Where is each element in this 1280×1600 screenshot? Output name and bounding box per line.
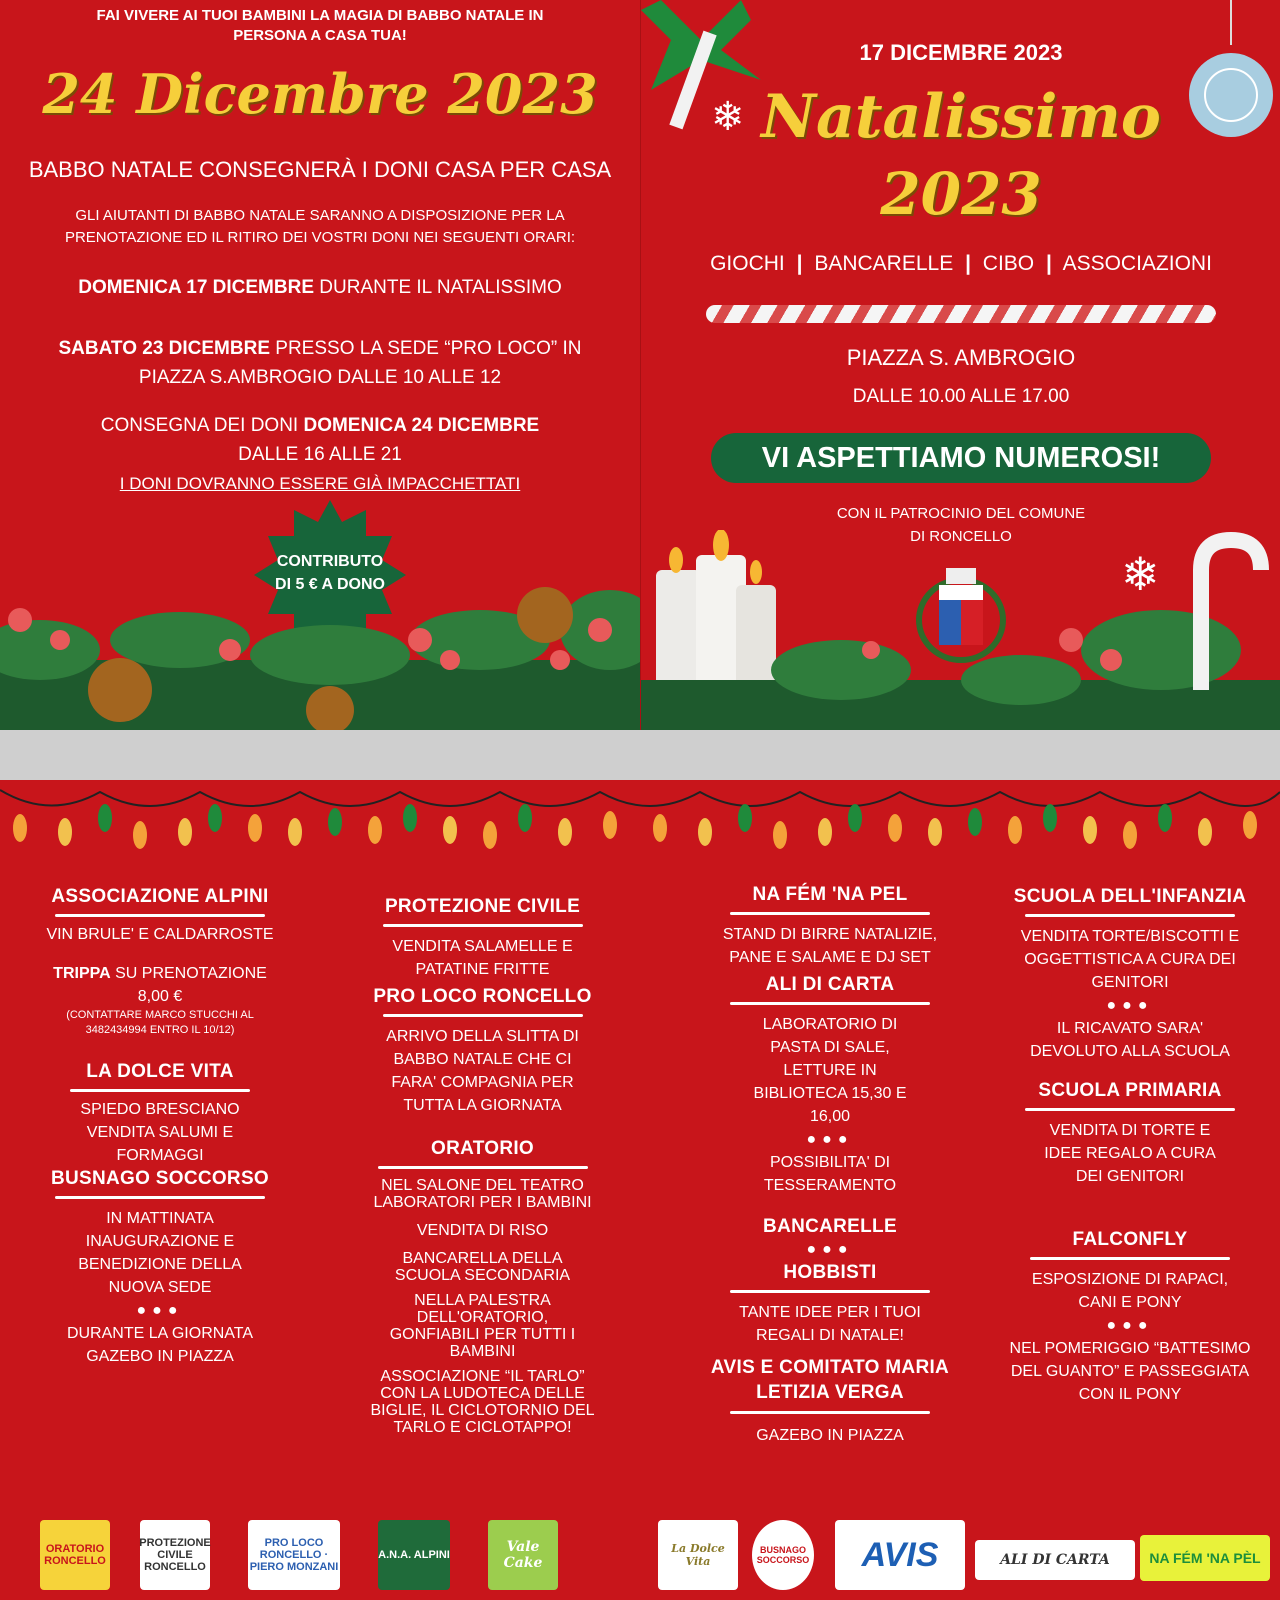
tripe-line [30,962,290,985]
category-separator: | [965,252,971,275]
divider [1025,914,1235,917]
slot-2-day: SABATO 23 DICEMBRE [58,338,270,359]
slot-2-detail: PRESSO LA SEDE “PRO LOCO” IN PIAZZA S.AMBROGIO DALLE 10 ALLE 12 [138,338,582,388]
category-separator: | [1045,252,1052,275]
bancarelle-line-1: TANTE IDEE PER I TUOI REGALI DI NATALE! [739,1304,921,1344]
hobbisti-title: HOBBISTI [783,1262,877,1283]
helpers-text: GLI AIUTANTI DI BABBO NATALE SARANNO A DISPOSIZIONE PER LA PRENOTAZIONE ED IL RITIRO DEI VOSTRI DONI NEI SEGUENTI ORARI: [64,207,576,246]
falconfly-title: FALCONFLY [1072,1229,1188,1250]
slot-2 [25,334,615,392]
category-games: GIOCHI [710,252,785,275]
event-date: 17 DICEMBRE 2023 [859,40,1063,65]
vale-cake-logo: Vale Cake [488,1520,558,1590]
avis-line-1: GAZEBO IN PIAZZA [756,1427,904,1444]
bullet-separator: ●●● [136,1302,184,1319]
natalissimo-panel [640,0,1280,730]
falconfly-line-1: ESPOSIZIONE DI RAPACI, CANI E PONY [1031,1271,1229,1311]
event-year: 2023 [880,160,1042,228]
delivery-time: DALLE 16 ALLE 21 [238,444,402,465]
oratorio-line-3: BANCARELLA DELLA SCUOLA SECONDARIA [394,1250,571,1284]
bullet-separator: ●●● [1106,997,1154,1014]
divider [378,1166,588,1169]
delivery-prefix: CONSEGNA DEI DONI [100,415,299,436]
category-stalls: BANCARELLE [814,252,954,275]
svg-text:❄: ❄ [711,94,745,140]
divider [1030,1257,1230,1260]
program-panel [0,780,1280,1600]
welcome-banner: VI ASPETTIAMO NUMEROSI! [711,433,1211,483]
bullet-separator: ●●● [1106,1317,1154,1334]
falconfly-line-2: NEL POMERIGGIO “BATTESIMO DEL GUANTO” E PASSEGGIATA CON IL PONY [1009,1340,1251,1403]
wrapped-note: I DONI DOVRANNO ESSERE GIÀ IMPACCHETTATI [119,474,521,493]
na-fem-na-pel-logo: NA FÉM 'NA PÈL [1140,1535,1270,1581]
oratorio-line-1: NEL SALONE DEL TEATRO LABORATORI PER I BAMBINI [373,1177,592,1211]
santa-delivery-panel [0,0,640,730]
divider [55,914,265,917]
divider [55,1196,265,1199]
busnago-line-1: IN MATTINATA INAUGURAZIONE E BENEDIZIONE DELLA NUOVA SEDE [78,1210,242,1296]
alpini-line-1: VIN BRULE' E CALDARROSTE [46,926,274,943]
ali-di-carta-logo: ALI DI CARTA [975,1540,1135,1580]
busnago-soccorso-logo: BUSNAGO SOCCORSO [752,1520,814,1590]
nafem-title: NA FÉM 'NA PEL [752,884,908,905]
intro-text: FAI VIVERE AI TUOI BAMBINI LA MAGIA DI BABBO NATALE IN PERSONA A CASA TUA! [96,7,544,44]
candy-stripe-divider [706,305,1216,323]
divider [730,1002,930,1005]
tripe-rest: SU PRENOTAZIONE [115,965,267,982]
oratorio-line-4: NELLA PALESTRA DELL'ORATORIO, GONFIABILI PER TUTTI I BAMBINI [389,1292,576,1360]
avis-title: AVIS E COMITATO MARIA LETIZIA VERGA [710,1357,950,1403]
slot-1 [20,277,620,299]
bullet-separator: ●●● [806,1131,854,1148]
divider [383,924,583,927]
category-associations: ASSOCIAZIONI [1062,252,1212,275]
bullet-separator: ●●● [806,1241,854,1258]
divider [1025,1108,1235,1111]
pro-loco-logo: PRO LOCO RONCELLO · PIERO MONZANI [248,1520,340,1590]
event-title: Natalissimo [761,82,1161,152]
divider [70,1089,250,1092]
primaria-line-1: VENDITA DI TORTE E IDEE REGALO A CURA DEI GENITORI [1044,1122,1216,1185]
svg-text:❄: ❄ [1121,547,1160,601]
divider [730,1411,930,1414]
column-1 [30,885,290,1368]
alpini-logo: A.N.A. ALPINI [378,1520,450,1590]
infanzia-title: SCUOLA DELL'INFANZIA [1013,886,1247,907]
proloco-title: PRO LOCO RONCELLO [373,986,592,1007]
primaria-title: SCUOLA PRIMARIA [1038,1080,1222,1101]
tripe-bold: TRIPPA [53,965,111,982]
dolce-title: LA DOLCE VITA [86,1061,234,1082]
event-place: PIAZZA S. AMBROGIO [846,345,1076,370]
date-title: 24 Dicembre 2023 [42,62,598,126]
alicarta-title: ALI DI CARTA [765,974,895,995]
divider [730,1290,930,1293]
infanzia-line-2: IL RICAVATO SARA' DEVOLUTO ALLA SCUOLA [1030,1020,1230,1060]
slot-1-day: DOMENICA 17 DICEMBRE [78,277,314,298]
string-lights-decoration [0,780,1280,860]
alpini-title: ASSOCIAZIONE ALPINI [51,886,269,907]
event-time: DALLE 10.00 ALLE 17.00 [852,386,1070,407]
oratorio-line-2: VENDITA DI RISO [416,1222,549,1239]
categories [641,252,1280,276]
divider [383,1014,583,1017]
column-2 [345,895,620,1444]
oratorio-title: ORATORIO [430,1138,535,1159]
busnago-title: BUSNAGO SOCCORSO [50,1168,270,1189]
headline: BABBO NATALE CONSEGNERÀ I DONI CASA PER CASA [28,157,612,182]
dolce-line-2: VENDITA SALUMI E FORMAGGI [86,1124,234,1164]
alicarta-line-1: LABORATORIO DI PASTA DI SALE, LETTURE IN BIBLIOTECA 15,30 E 16,00 [753,1016,907,1125]
divider [730,912,930,915]
nafem-line-1: STAND DI BIRRE NATALIZIE, PANE E SALAME E DJ SET [722,926,938,966]
oratorio-line-5: ASSOCIAZIONE “IL TARLO” CON LA LUDOTECA DELLE BIGLIE, IL CICLOTORNIO DEL TARLO E CICLOTAPPO! [370,1368,595,1436]
delivery-line [20,415,620,437]
bancarelle-title: BANCARELLE [763,1216,897,1237]
category-separator: | [796,252,803,275]
contribution-badge: CONTRIBUTO DI 5 € A DONO [275,553,385,593]
alicarta-line-2: POSSIBILITA' DI TESSERAMENTO [763,1154,897,1194]
infanzia-line-1: VENDITA TORTE/BISCOTTI E OGGETTISTICA A CURA DEI GENITORI [1020,928,1240,991]
proloco-line-1: ARRIVO DELLA SLITTA DI BABBO NATALE CHE CI FARA' COMPAGNIA PER TUTTA LA GIORNATA [386,1028,579,1114]
dolce-line-1: SPIEDO BRESCIANO [80,1101,240,1118]
oratorio-logo: ORATORIO RONCELLO [40,1520,110,1590]
column-4 [1005,885,1255,1406]
patronage-text: CON IL PATROCINIO DEL COMUNE DI RONCELLO [836,505,1086,545]
protezione-line-1: VENDITA SALAMELLE E PATATINE FRITTE [392,938,573,978]
busnago-line-2: DURANTE LA GIORNATA GAZEBO IN PIAZZA [66,1325,254,1365]
protezione-title: PROTEZIONE CIVILE [384,896,581,917]
dolce-vita-logo: La Dolce Vita [658,1520,738,1590]
holly-garland-decoration [0,560,640,730]
candle-holly-decoration [641,530,1280,730]
slot-1-detail: DURANTE IL NATALISSIMO [319,277,562,298]
delivery-day: DOMENICA 24 DICEMBRE [303,415,540,436]
protezione-civile-logo: PROTEZIONE CIVILE RONCELLO [140,1520,210,1590]
tripe-contact: (CONTATTARE MARCO STUCCHI AL 3482434994 ENTRO IL 10/12) [66,1009,254,1036]
column-3 [705,883,955,1457]
avis-logo: AVIS [835,1520,965,1590]
tripe-price: 8,00 € [137,988,183,1005]
category-food: CIBO [982,252,1035,275]
